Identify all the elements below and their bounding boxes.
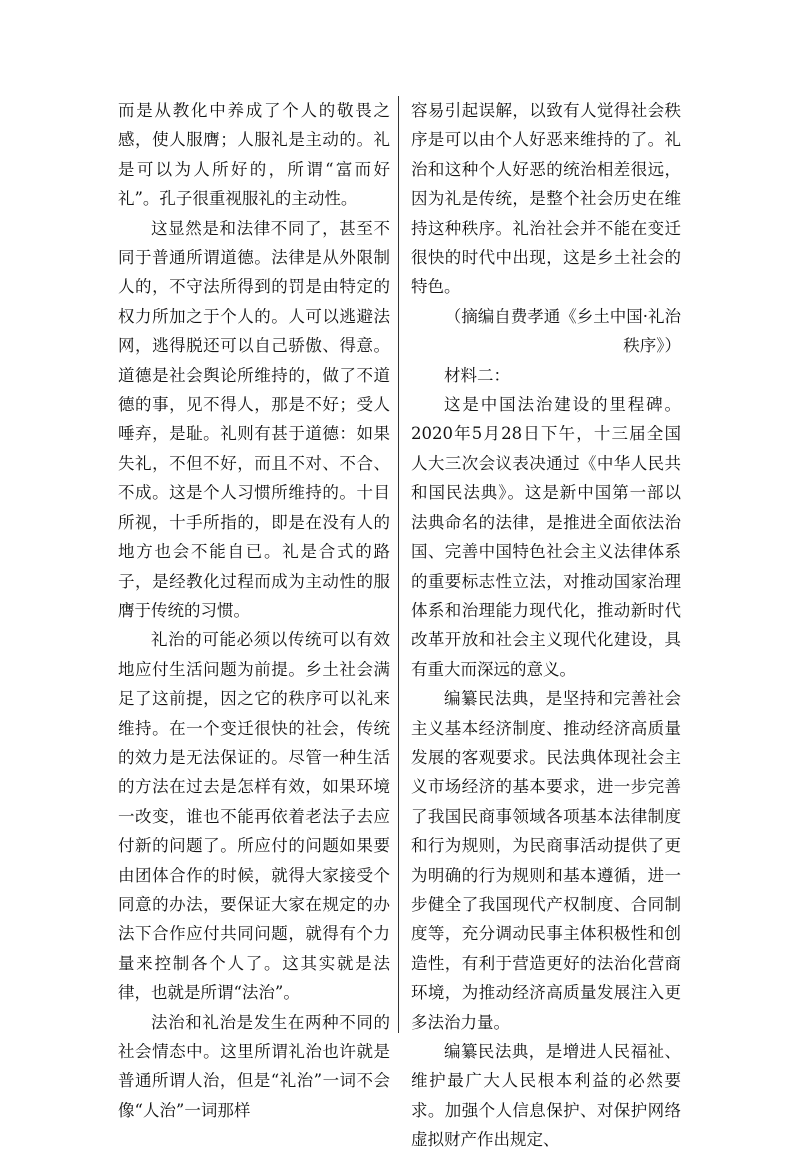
right-paragraph-2: 编纂民法典，是坚持和完善社会主义基本经济制度、推动经济高质量发展的客观要求。民法典体现社会主义市场经济的基本要求，进一步完善了我国民商事领域各项基本法律制度和行为规则，为民商事活动提供了更为明确的行为规则和基本遵循，进一步健全了我国现代产权制度、合同制度等，充分调动民事主体积极性和创造性，有利于营造更好的法治化营商环境，为推动经济高质量发展注入更多法治力量。: [411, 689, 681, 1032]
right-paragraph-1: 这是中国法治建设的里程碑。2020年5月28日下午，十三届全国人大三次会议表决通过《中华人民共和国民法典》。这是新中国第一部以法典命名的法律，是推进全面依法治国、完善中国特色社会主义法律体系的重要标志性立法，对推动国家治理体系和治理能力现代化，推动新时代改革开放和社会主义现代化建设，具有重大而深远的意义。: [411, 395, 681, 679]
left-paragraph-2: 这显然是和法律不同了，甚至不同于普通所谓道德。法律是从外限制人的，不守法所得到的罚是由特定的权力所加之于个人的。人可以逃避法网，逃得脱还可以自己骄傲、得意。道德是社会舆论所维持的，做了不道德的事，见不得人，那是不好；受人唾弃，是耻。礼则有甚于道德：如果失礼，不但不好，而且不对、不合、不成。这是个人习惯所维持的。十目所视，十手所指的，即是在没有人的地方也会不能自已。礼是合式的路子，是经教化过程而成为主动性的服膺于传统的习惯。: [118, 218, 390, 620]
right-paragraph-3: 编纂民法典，是增进人民福祉、维护最广大人民根本利益的必然要求。加强个人信息保护、对保护网络虚拟财产作出规定、: [411, 1042, 681, 1150]
source-citation: （摘编自费孝通《乡土中国·礼治秩序》）: [444, 306, 681, 356]
left-paragraph-3: 礼治的可能必须以传统可以有效地应付生活问题为前提。乡土社会满足了这前提，因之它的秩序可以礼来维持。在一个变迁很快的社会，传统的效力是无法保证的。尽管一种生活的方法在过去是怎样有效，如果环境一改变，谁也不能再依着老法子去应付新的问题了。所应付的问题如果要由团体合作的时候，就得大家接受个同意的办法，要保证大家在规定的办法下合作应付共同问题，就得有个力量来控制各个人了。这其实就是法律，也就是所谓“法治”。: [118, 630, 390, 1003]
right-column: [411, 96, 681, 1155]
left-paragraph-4: 法治和礼治是发生在两种不同的社会情态中。这里所谓礼治也许就是普通所谓人治，但是“礼治”一词不会像“人治”一词那样: [118, 1012, 390, 1120]
left-paragraph-1: 而是从教化中养成了个人的敬畏之感，使人服膺；人服礼是主动的。礼是可以为人所好的，所谓“富而好礼”。孔子很重视服礼的主动性。: [118, 101, 390, 209]
right-paragraph-continued: 容易引起误解，以致有人觉得社会秩序是可以由个人好恶来维持的了。礼治和这种个人好恶的统治相差很远，因为礼是传统，是整个社会历史在维持这种秩序。礼治社会并不能在变迁很快的时代中出现，这是乡土社会的特色。: [411, 101, 681, 297]
left-column: [118, 96, 390, 1125]
column-divider: [398, 96, 399, 1033]
material-two-heading: 材料二：: [444, 365, 510, 385]
